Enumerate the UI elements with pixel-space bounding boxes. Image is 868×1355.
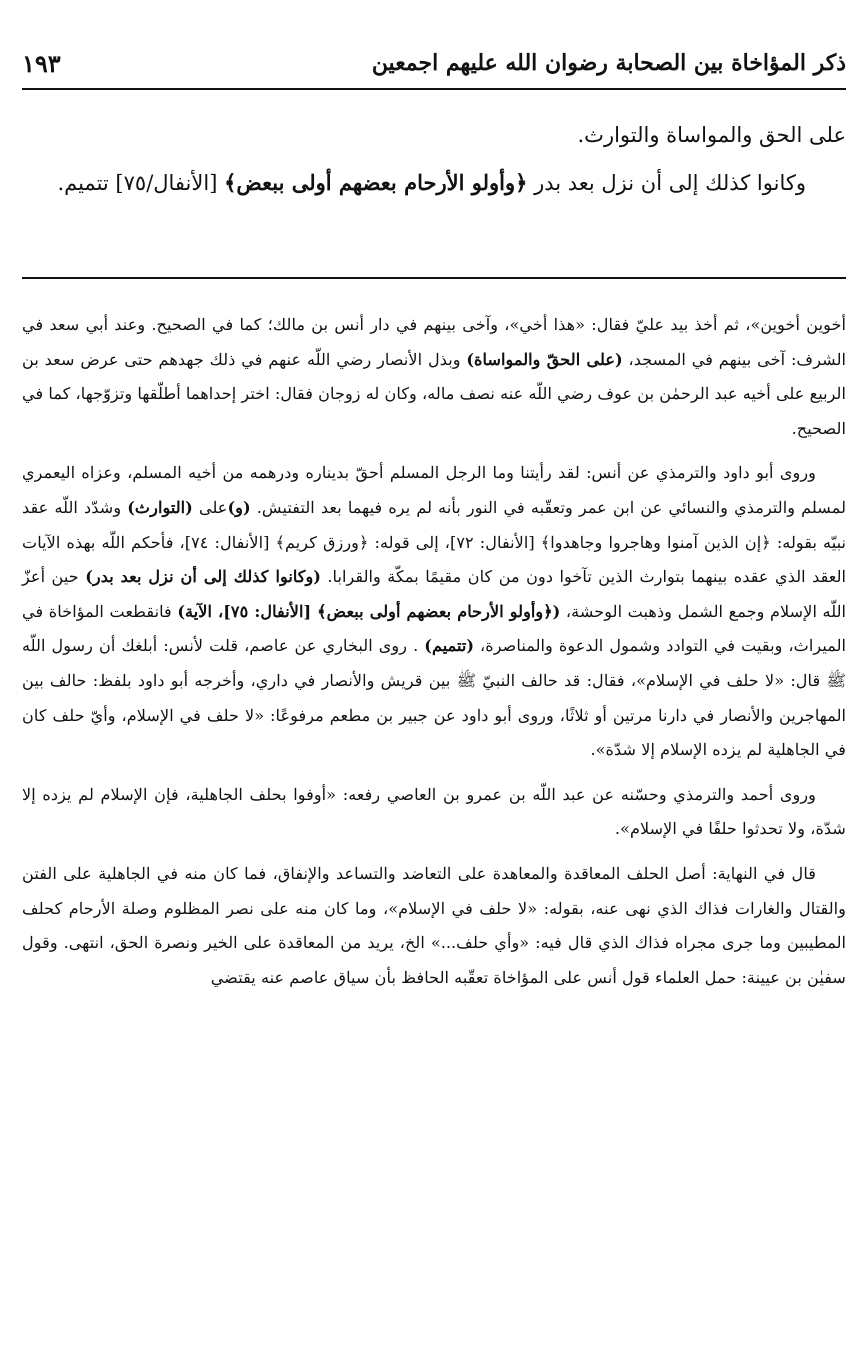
matn-quote: (تتميم): [424, 636, 475, 656]
commentary-text: وبذل الأنصار رضي اللّه عنهم في ذلك جهدهم حتى عرض سعد بن الربيع على أخيه عبد الرحمٰن بن عوف رضي اللّه عنه نصف ماله، وكان له زوجان فقال: اختر إحداهما أطلّقها وتزوّجها، كما في الصحيح.: [22, 349, 846, 438]
matn-quote: (على الحقّ والمواساة): [466, 349, 623, 369]
running-title: ذكر المؤاخاة بين الصحابة رضوان الله عليهم اجمعين: [371, 50, 846, 76]
commentary-text: فانقطعت المؤاخاة في الميراث، وبقيت في التوادد وشمول الدعوة والمناصرة،: [22, 601, 846, 656]
commentary-paragraph: [22, 456, 846, 767]
matn-quote: (و): [227, 497, 251, 517]
commentary-text: حين أعزّ اللّه الإسلام وجمع الشمل وذهبت الوحشة،: [22, 567, 847, 621]
page-number: ١٩٣: [22, 48, 61, 78]
commentary: [22, 308, 846, 995]
matn-quote: (التوارث): [127, 497, 193, 517]
commentary-text: . روى البخاري عن عاصم، قلت لأنس: أبلغك أن رسول اللّه ﷺ قال: «لا حلف في الإسلام»، فقال: قد حالف النبيّ ﷺ بين قريش والأنصار في داري، وأخرجه أبو داود بلفظ: حالف بين المهاجرين والأنصار في دارنا مرتين أو ثلاثًا، وروى أبو داود عن جبير بن مطعم مرفوعًا: «لا حلف في الإسلام، وأيّ حلف كان في الجاهلية لم يزده الإسلام إلا شدّة».: [22, 636, 846, 760]
main-text-segment: وكانوا كذلك إلى أن نزل بعد بدر: [527, 171, 806, 195]
matn-quote: (﴿وأولو الأرحام بعضهم أولى ببعض﴾ [الأنفال: ٧٥]، الآية): [177, 601, 561, 621]
main-text: [38, 112, 846, 207]
quran-verse: ﴿وأولو الأرحام بعضهم أولى ببعض﴾: [224, 170, 528, 195]
commentary-text: على: [192, 497, 228, 517]
verse-reference: [الأنفال/٧٥] تتميم.: [57, 171, 225, 195]
matn-quote: (وكانوا كذلك إلى أن نزل بعد بدر): [85, 567, 321, 587]
commentary-text: أخوين أخوين»، ثم أخذ بيد عليّ فقال: «هذا أخي»، وآخى بينهم في دار أنس بن مالك؛ كما في الصحيح. وعند أبي سعد في الشرف: آخى بينهم في المسجد،: [22, 315, 847, 369]
section-divider: [22, 277, 846, 279]
running-header: [22, 38, 846, 90]
commentary-paragraph: قال في النهاية: أصل الحلف المعاقدة والمعاهدة على التعاضد والتساعد والإنفاق، فما كان منه في الجاهلية على الفتن والقتال والغارات فذاك الذي نهى عنه، بقوله: «لا حلف في الإسلام»، وما كان منه على نصر المظلوم وصلة الأرحام كحلف المطيبين وما جرى مجراه فذاك الذي قال فيه: «وأي حلف...» الخ، يريد من المعاقدة على الخير ونصرة الحق، انتهى. وقول سفيٰن بن عيينة: حمل العلماء قول أنس على المؤاخاة تعقّبه الحافظ بأن سياق عاصم عنه يقتضي: [22, 863, 846, 987]
commentary-paragraph: [22, 308, 846, 446]
main-text-line: على الحق والمواساة والتوارث.: [577, 123, 846, 147]
commentary-text: وشدّد اللّه عقد نبيّه بقوله: ﴿إن الذين آمنوا وهاجروا وجاهدوا﴾ [الأنفال: ٧٢]، إلى قوله: ﴿ورزق كريم﴾ [الأنفال: ٧٤]، فأحكم اللّه بهذه الآيات العقد الذي عقده بينهما بتوارث الذين تآخوا دون من كان مقيمًا بمكّة والقرابا.: [22, 497, 847, 587]
commentary-text: وروى أبو داود والترمذي عن أنس: لقد رأيتنا وما الرجل المسلم أحقّ بديناره ودرهمه من أخيه المسلم، وعزاه اليعمري لمسلم والترمذي والنسائي عن ابن عمر وتعقّبه في النور بأنه لم يره فيهما بعد التفتيش.: [22, 463, 846, 517]
commentary-paragraph: وروى أحمد والترمذي وحسّنه عن عبد اللّه بن عمرو بن العاصي رفعه: «أوفوا بحلف الجاهلية، فإن الإسلام لم يزده إلا شدّة، ولا تحدثوا حلفًا في الإسلام».: [22, 784, 846, 839]
main-text-paragraph: [38, 159, 846, 207]
